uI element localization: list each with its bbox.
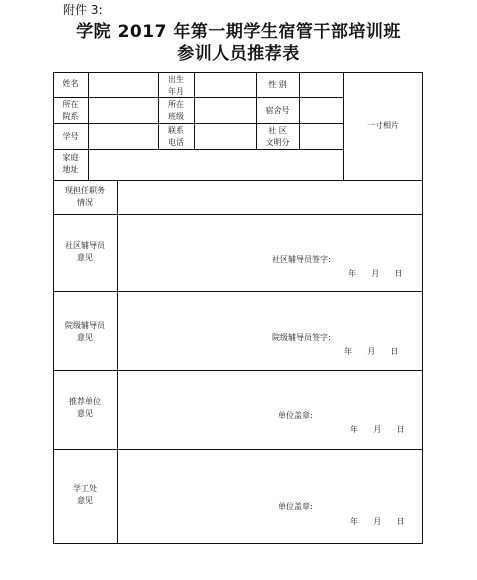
stamp-label: 单位盖章: (278, 502, 313, 511)
row-divider (53, 370, 423, 371)
dorm-label: 宿舍号 (265, 106, 290, 115)
col-divider (88, 72, 89, 180)
student-id-label: 学号 (62, 132, 79, 141)
section-label: 推荐单位 意见 (69, 397, 101, 418)
section-label: 学工处 意见 (73, 484, 97, 505)
row-divider (53, 449, 423, 450)
phone-label: 联系 电话 (168, 126, 184, 147)
gender-label: 性 别 (268, 80, 287, 89)
row-divider (53, 180, 423, 181)
form-title-line2: 参训人员推荐表 (177, 44, 300, 64)
recommendation-form-table (53, 72, 423, 544)
date-label: 年 月 日 (350, 517, 405, 526)
class-label: 所在 班级 (168, 100, 184, 121)
col-divider (194, 72, 195, 149)
stamp-label: 单位盖章: (278, 411, 313, 420)
name-label: 姓名 (62, 79, 79, 88)
college-label: 所在 院系 (62, 100, 79, 121)
address-label: 家庭 地址 (62, 153, 79, 174)
community-label: 社 区 文明分 (265, 126, 290, 147)
col-divider (299, 72, 300, 149)
row-divider (53, 291, 423, 292)
date-label: 年 月 日 (344, 347, 399, 356)
form-title-line1: 学院 2017 年第一期学生宿管干部培训班 (76, 22, 401, 42)
position-label: 现担任职务 情况 (65, 186, 105, 207)
row-divider (53, 149, 343, 150)
section-label: 院级辅导员 意见 (65, 321, 105, 342)
attachment-label: 附件 3: (63, 3, 103, 17)
signature-label: 社区辅导员签字: (272, 255, 331, 264)
section-label: 社区辅导员 意见 (65, 241, 105, 262)
birth-label: 出生 年月 (168, 75, 184, 96)
date-label: 年 月 日 (350, 425, 405, 434)
row-divider (53, 214, 423, 215)
signature-label: 院级辅导员签字: (272, 333, 331, 342)
photo-label: 一寸相片 (367, 121, 399, 130)
date-label: 年 月 日 (348, 269, 403, 278)
col-divider (117, 180, 118, 544)
